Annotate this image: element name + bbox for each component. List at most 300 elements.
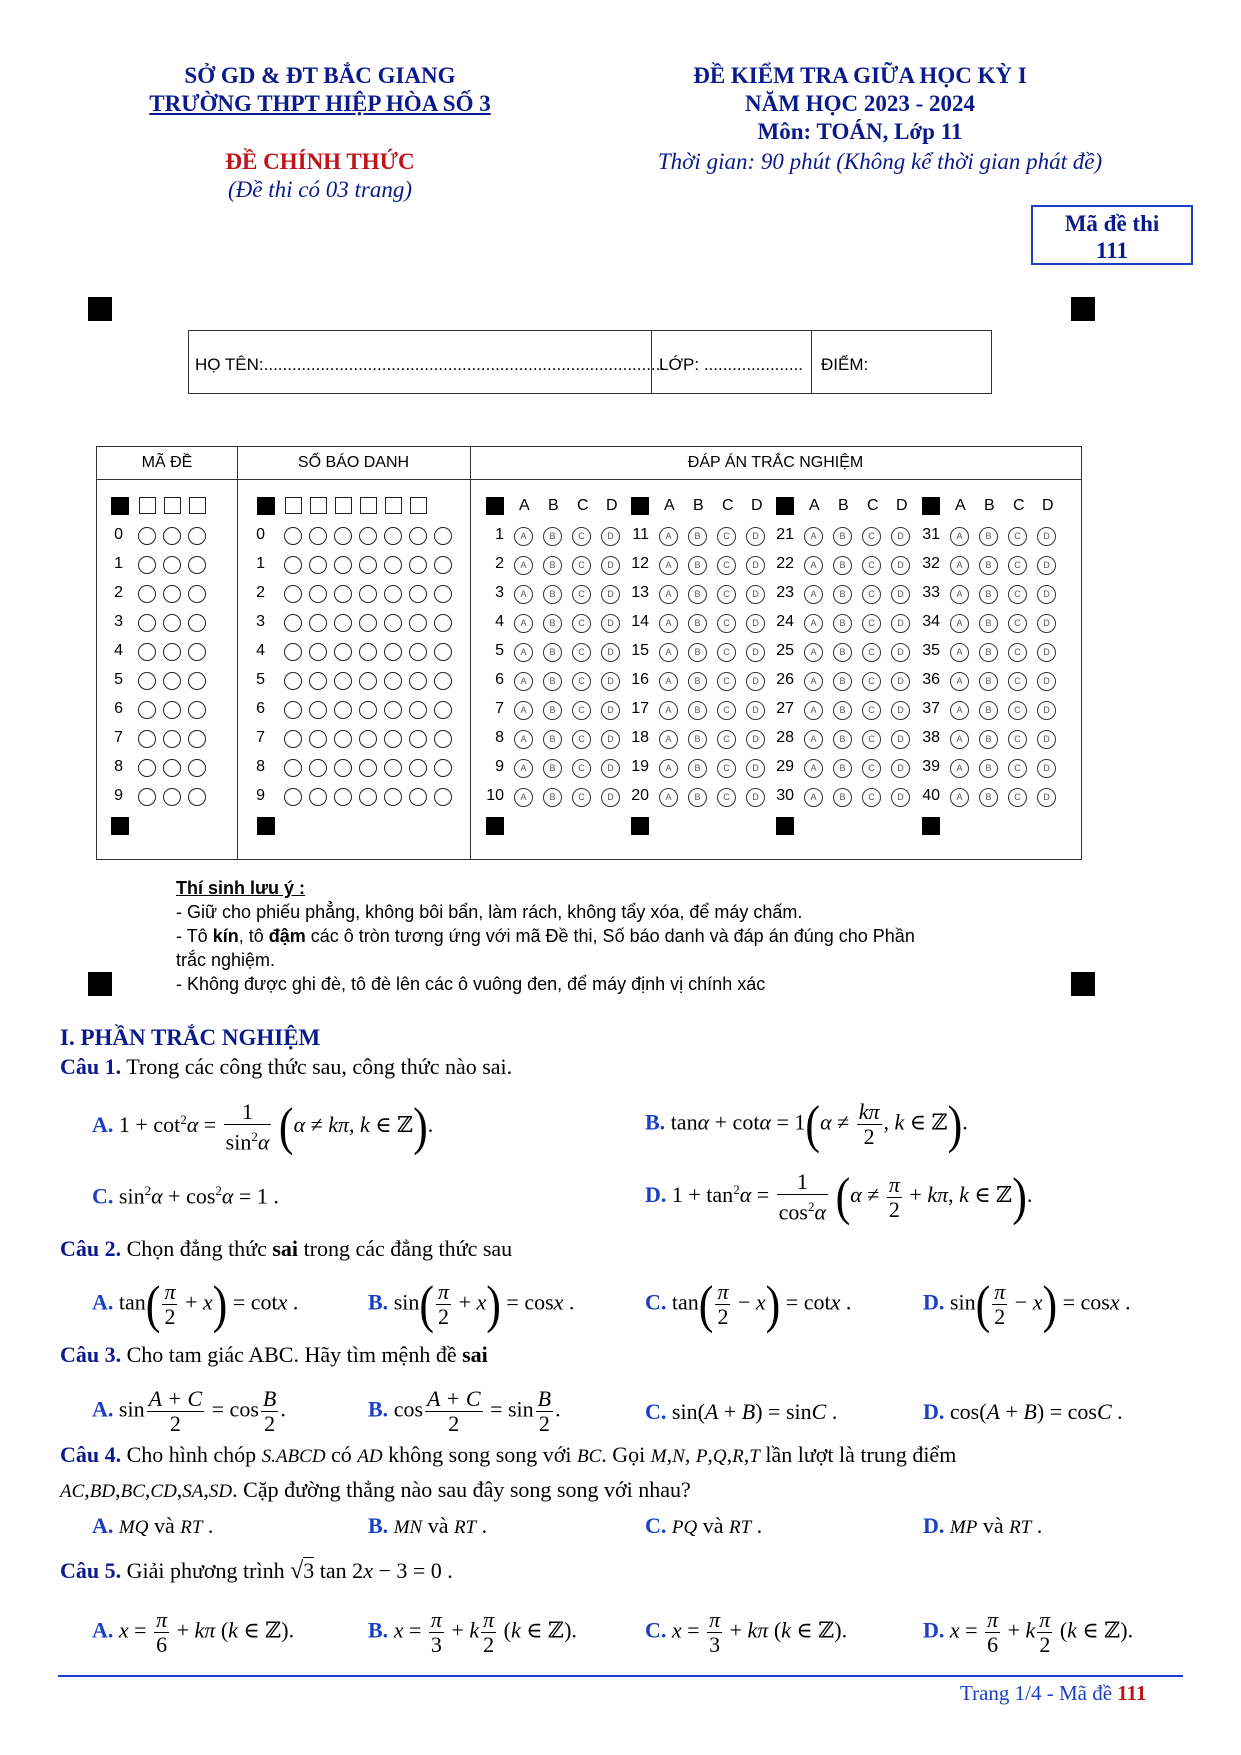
answer-bubble[interactable]: B (543, 527, 562, 546)
answer-letter-header: C (722, 497, 734, 514)
candidate-number-bubble[interactable] (434, 585, 452, 603)
candidate-number-bubble[interactable] (409, 643, 427, 661)
answer-bubble[interactable]: C (1008, 643, 1027, 662)
candidate-number-bubble[interactable] (284, 527, 302, 545)
answer-bubble[interactable]: B (979, 614, 998, 633)
answer-bubble[interactable]: B (979, 556, 998, 575)
answer-bubble[interactable]: A (804, 585, 823, 604)
answer-bubble[interactable]: A (804, 614, 823, 633)
answer-bubble[interactable]: C (572, 614, 591, 633)
answer-bubble[interactable]: C (717, 527, 736, 546)
answer-bubble[interactable]: A (804, 643, 823, 662)
candidate-number-write-box[interactable] (385, 497, 402, 514)
candidate-number-bubble[interactable] (309, 701, 327, 719)
answer-letter-header: A (664, 497, 675, 514)
answer-bubble[interactable]: D (601, 643, 620, 662)
candidate-number-bubble[interactable] (309, 614, 327, 632)
candidate-number-bubble[interactable] (384, 730, 402, 748)
answer-bubble[interactable]: B (543, 701, 562, 720)
answer-bubble[interactable]: D (891, 788, 910, 807)
code-bubble[interactable] (163, 585, 181, 603)
candidate-number-bubble[interactable] (409, 788, 427, 806)
question-4-cont: AC,BD,BC,CD,SA,SD. Cặp đường thẳng nào sau đây song song với nhau? (60, 1477, 691, 1502)
answer-bubble[interactable]: A (950, 643, 969, 662)
answer-bubble[interactable]: C (717, 730, 736, 749)
code-bubble[interactable] (188, 614, 206, 632)
candidate-number-bubble[interactable] (434, 643, 452, 661)
answer-bubble[interactable]: B (833, 614, 852, 633)
answer-bubble[interactable]: D (746, 527, 765, 546)
candidate-number-bubble[interactable] (334, 585, 352, 603)
code-bubble[interactable] (138, 527, 156, 545)
answer-bubble[interactable]: B (543, 788, 562, 807)
answer-bubble[interactable]: D (891, 527, 910, 546)
answer-bubble[interactable]: C (1008, 672, 1027, 691)
option-3a[interactable]: A. sin $\frac{A + C}{2}$ = cos $\frac{B}{2}$ . (92, 1386, 286, 1436)
answer-bubble[interactable]: A (804, 788, 823, 807)
answer-bubble[interactable]: B (543, 614, 562, 633)
answer-bubble[interactable]: A (659, 788, 678, 807)
candidate-number-bubble[interactable] (359, 701, 377, 719)
option-3c[interactable]: C. sin(A + B) = sinC . (645, 1399, 838, 1424)
code-bubble[interactable] (188, 556, 206, 574)
candidate-number-bubble[interactable] (359, 759, 377, 777)
candidate-number-bubble[interactable] (334, 701, 352, 719)
code-bubble[interactable] (138, 643, 156, 661)
answer-bubble[interactable]: A (950, 730, 969, 749)
code-bubble[interactable] (188, 788, 206, 806)
answer-bubble[interactable]: A (659, 730, 678, 749)
answer-bubble[interactable]: B (688, 701, 707, 720)
answer-bubble[interactable]: B (688, 585, 707, 604)
answer-bubble[interactable]: D (891, 701, 910, 720)
answer-bubble[interactable]: C (717, 556, 736, 575)
candidate-number-bubble[interactable] (434, 730, 452, 748)
answer-bubble[interactable]: B (833, 701, 852, 720)
code-bubble[interactable] (188, 701, 206, 719)
answer-bubble[interactable]: D (746, 585, 765, 604)
answer-bubble[interactable]: C (862, 788, 881, 807)
candidate-number-bubble[interactable] (384, 701, 402, 719)
answer-bubble[interactable]: D (1037, 788, 1056, 807)
answer-bubble[interactable]: A (659, 643, 678, 662)
candidate-number-bubble[interactable] (434, 614, 452, 632)
answer-bubble[interactable]: C (717, 701, 736, 720)
code-bubble[interactable] (163, 556, 181, 574)
answer-bubble[interactable]: A (514, 643, 533, 662)
answer-bubble[interactable]: C (717, 643, 736, 662)
answer-bubble[interactable]: D (891, 585, 910, 604)
answer-bubble[interactable]: A (659, 672, 678, 691)
answer-bubble[interactable]: B (979, 788, 998, 807)
answer-bubble[interactable]: D (1037, 614, 1056, 633)
code-bubble[interactable] (188, 672, 206, 690)
code-bubble[interactable] (138, 672, 156, 690)
answer-bubble[interactable]: B (833, 672, 852, 691)
option-4d[interactable]: D. MP và RT . (923, 1513, 1043, 1538)
answer-bubble[interactable]: B (979, 585, 998, 604)
candidate-number-bubble[interactable] (284, 614, 302, 632)
answer-bubble[interactable]: B (833, 556, 852, 575)
candidate-number-bubble[interactable] (434, 672, 452, 690)
candidate-number-bubble[interactable] (384, 527, 402, 545)
answer-bubble[interactable]: D (601, 759, 620, 778)
answer-bubble[interactable]: D (1037, 643, 1056, 662)
answer-bubble[interactable]: D (601, 527, 620, 546)
answer-bubble[interactable]: C (862, 759, 881, 778)
answer-bubble[interactable]: B (543, 759, 562, 778)
option-1a[interactable]: A. $1 + \cot^2\alpha$ = $\frac{1}{\sin^2\alpha}$ (α ≠ kπ, k ∈ ℤ). (92, 1097, 434, 1156)
answer-bubble[interactable]: C (1008, 585, 1027, 604)
answer-bubble[interactable]: B (543, 672, 562, 691)
code-bubble[interactable] (163, 788, 181, 806)
answer-bubble[interactable]: A (950, 672, 969, 691)
candidate-number-bubble[interactable] (334, 672, 352, 690)
answer-bubble[interactable]: B (979, 672, 998, 691)
option-3b[interactable]: B. cos $\frac{A + C}{2}$ = sin $\frac{B}{2}$ . (368, 1386, 561, 1436)
answer-bubble[interactable]: C (572, 643, 591, 662)
candidate-number-bubble[interactable] (284, 730, 302, 748)
candidate-number-bubble[interactable] (384, 759, 402, 777)
answer-bubble[interactable]: D (746, 614, 765, 633)
answer-bubble[interactable]: A (804, 759, 823, 778)
answer-bubble[interactable]: C (1008, 701, 1027, 720)
answer-bubble[interactable]: C (1008, 759, 1027, 778)
answer-bubble[interactable]: B (688, 672, 707, 691)
answer-bubble[interactable]: A (659, 614, 678, 633)
candidate-number-bubble[interactable] (359, 788, 377, 806)
code-bubble[interactable] (138, 556, 156, 574)
answer-bubble[interactable]: C (717, 788, 736, 807)
candidate-number-bubble[interactable] (309, 585, 327, 603)
answer-bubble[interactable]: C (717, 672, 736, 691)
candidate-number-bubble[interactable] (384, 788, 402, 806)
candidate-number-bubble[interactable] (309, 730, 327, 748)
answer-bubble[interactable]: D (1037, 527, 1056, 546)
answer-bubble[interactable]: A (804, 527, 823, 546)
answer-bubble[interactable]: B (688, 527, 707, 546)
answer-bubble[interactable]: C (862, 701, 881, 720)
candidate-number-bubble[interactable] (309, 556, 327, 574)
answer-bubble[interactable]: A (804, 556, 823, 575)
candidate-number-bubble[interactable] (409, 614, 427, 632)
code-bubble[interactable] (163, 672, 181, 690)
code-bubble[interactable] (188, 527, 206, 545)
candidate-number-bubble[interactable] (284, 701, 302, 719)
candidate-number-bubble[interactable] (409, 585, 427, 603)
code-bubble[interactable] (138, 759, 156, 777)
code-bubble[interactable] (188, 759, 206, 777)
code-bubble[interactable] (163, 643, 181, 661)
candidate-number-bubble[interactable] (434, 788, 452, 806)
answer-bubble[interactable]: C (572, 585, 591, 604)
candidate-number-bubble[interactable] (409, 672, 427, 690)
answer-bubble[interactable]: B (979, 759, 998, 778)
answer-bubble[interactable]: C (862, 672, 881, 691)
code-bubble[interactable] (138, 585, 156, 603)
candidate-number-bubble[interactable] (409, 701, 427, 719)
code-write-box[interactable] (189, 497, 206, 514)
option-3d[interactable]: D. cos(A + B) = cosC . (923, 1399, 1123, 1424)
code-bubble[interactable] (188, 643, 206, 661)
answer-bubble[interactable]: D (601, 614, 620, 633)
option-2a[interactable]: A. tan( $\frac{\pi}{2}$ + x) = cotx . (92, 1274, 299, 1334)
answer-bubble[interactable]: A (514, 788, 533, 807)
code-bubble[interactable] (138, 730, 156, 748)
code-bubble[interactable] (188, 730, 206, 748)
answer-bubble[interactable]: B (543, 643, 562, 662)
answer-bubble[interactable]: A (950, 614, 969, 633)
candidate-number-bubble[interactable] (409, 759, 427, 777)
code-bubble[interactable] (163, 527, 181, 545)
candidate-number-bubble[interactable] (309, 672, 327, 690)
candidate-number-write-box[interactable] (335, 497, 352, 514)
answer-bubble[interactable]: C (1008, 556, 1027, 575)
option-2b[interactable]: B. sin( $\frac{\pi}{2}$ + x) = cosx . (368, 1274, 575, 1334)
candidate-number-bubble[interactable] (334, 643, 352, 661)
candidate-number-bubble[interactable] (359, 527, 377, 545)
answer-bubble[interactable]: C (572, 788, 591, 807)
answer-bubble[interactable]: D (1037, 672, 1056, 691)
answer-bubble[interactable]: B (833, 788, 852, 807)
option-5a[interactable]: A. x = $\frac{\pi}{6}$ + kπ (k ∈ ℤ). (92, 1607, 295, 1657)
candidate-number-bubble[interactable] (359, 672, 377, 690)
candidate-number-bubble[interactable] (309, 788, 327, 806)
candidate-number-write-box[interactable] (410, 497, 427, 514)
code-bubble[interactable] (163, 701, 181, 719)
answer-bubble[interactable]: C (862, 527, 881, 546)
answer-bubble[interactable]: C (862, 643, 881, 662)
code-bubble[interactable] (138, 614, 156, 632)
answer-bubble[interactable]: D (1037, 585, 1056, 604)
option-5d[interactable]: D. x = $\frac{\pi}{6}$ + k $\frac{\pi}{2}$ (k ∈ ℤ). (923, 1607, 1134, 1657)
answer-bubble[interactable]: A (804, 701, 823, 720)
candidate-number-bubble[interactable] (284, 556, 302, 574)
answer-bubble[interactable]: A (950, 556, 969, 575)
candidate-number-bubble[interactable] (409, 556, 427, 574)
candidate-number-bubble[interactable] (434, 556, 452, 574)
option-2d[interactable]: D. sin( $\frac{\pi}{2}$ − x) = cosx . (923, 1274, 1131, 1334)
answer-bubble[interactable]: C (1008, 614, 1027, 633)
answer-bubble[interactable]: B (833, 527, 852, 546)
answer-bubble[interactable]: A (804, 672, 823, 691)
answer-bubble[interactable]: D (746, 643, 765, 662)
answer-bubble[interactable]: D (746, 730, 765, 749)
candidate-number-bubble[interactable] (359, 643, 377, 661)
answer-bubble[interactable]: B (833, 730, 852, 749)
candidate-number-bubble[interactable] (334, 788, 352, 806)
candidate-number-bubble[interactable] (334, 556, 352, 574)
answer-bubble[interactable]: D (1037, 701, 1056, 720)
option-4a[interactable]: A. MQ và RT . (92, 1513, 214, 1538)
answer-bubble[interactable]: D (601, 556, 620, 575)
answer-bubble[interactable]: A (804, 730, 823, 749)
answer-bubble[interactable]: A (950, 759, 969, 778)
answer-question-number: 13 (631, 584, 649, 601)
candidate-number-bubble[interactable] (384, 585, 402, 603)
candidate-number-bubble[interactable] (284, 788, 302, 806)
code-bubble[interactable] (138, 701, 156, 719)
candidate-number-bubble[interactable] (334, 759, 352, 777)
answer-bubble[interactable]: D (601, 730, 620, 749)
answer-bubble[interactable]: B (543, 556, 562, 575)
answer-bubble[interactable]: A (950, 585, 969, 604)
option-1d[interactable]: D. $1 + \tan^2\alpha$ = $\frac{1}{\cos^2\alpha}$ (α ≠ $\frac{\pi}{2}$ + kπ, k ∈ ℤ). (645, 1167, 1033, 1226)
name-field[interactable]: HỌ TÊN:..................................................................................... (195, 355, 666, 374)
answer-bubble[interactable]: C (862, 556, 881, 575)
answer-bubble[interactable]: C (572, 730, 591, 749)
code-write-box[interactable] (164, 497, 181, 514)
candidate-number-bubble[interactable] (409, 527, 427, 545)
answer-bubble[interactable]: D (746, 672, 765, 691)
candidate-number-write-box[interactable] (285, 497, 302, 514)
code-bubble[interactable] (163, 614, 181, 632)
code-bubble[interactable] (163, 730, 181, 748)
answer-bubble[interactable]: D (1037, 759, 1056, 778)
answer-bubble[interactable]: A (514, 730, 533, 749)
answer-bubble[interactable]: A (514, 759, 533, 778)
answer-bubble[interactable]: D (891, 730, 910, 749)
answer-bubble[interactable]: C (862, 730, 881, 749)
answer-bubble[interactable]: A (659, 759, 678, 778)
candidate-number-bubble[interactable] (309, 643, 327, 661)
answer-bubble[interactable]: A (514, 701, 533, 720)
answer-bubble[interactable]: B (979, 643, 998, 662)
answer-bubble[interactable]: A (950, 701, 969, 720)
answer-bubble[interactable]: D (601, 672, 620, 691)
candidate-number-bubble[interactable] (409, 730, 427, 748)
answer-bubble[interactable]: A (514, 614, 533, 633)
candidate-number-bubble[interactable] (434, 701, 452, 719)
code-bubble[interactable] (188, 585, 206, 603)
candidate-number-bubble[interactable] (284, 643, 302, 661)
option-5c[interactable]: C. x = $\frac{\pi}{3}$ + kπ (k ∈ ℤ). (645, 1607, 848, 1657)
candidate-number-bubble[interactable] (359, 730, 377, 748)
answer-bubble[interactable]: A (514, 672, 533, 691)
answer-bubble[interactable]: D (601, 788, 620, 807)
candidate-number-bubble[interactable] (334, 614, 352, 632)
answer-bubble[interactable]: B (833, 643, 852, 662)
answer-bubble[interactable]: B (688, 643, 707, 662)
candidate-number-bubble[interactable] (434, 527, 452, 545)
answer-bubble[interactable]: D (891, 759, 910, 778)
class-field[interactable]: LỚP: ..................... (659, 355, 804, 374)
code-write-box[interactable] (139, 497, 156, 514)
answer-bubble[interactable]: C (1008, 788, 1027, 807)
answer-bubble[interactable]: B (979, 730, 998, 749)
candidate-number-bubble[interactable] (309, 759, 327, 777)
answer-bubble[interactable]: B (688, 556, 707, 575)
answer-bubble[interactable]: A (659, 556, 678, 575)
answer-bubble[interactable]: C (1008, 527, 1027, 546)
candidate-number-bubble[interactable] (284, 672, 302, 690)
answer-bubble[interactable]: B (543, 585, 562, 604)
answer-bubble[interactable]: D (891, 614, 910, 633)
answer-bubble[interactable]: C (862, 614, 881, 633)
answer-bubble[interactable]: D (891, 556, 910, 575)
candidate-number-write-box[interactable] (360, 497, 377, 514)
answer-bubble[interactable]: B (979, 527, 998, 546)
candidate-number-bubble[interactable] (434, 759, 452, 777)
answer-bubble[interactable]: C (1008, 730, 1027, 749)
answer-bubble[interactable]: C (572, 701, 591, 720)
answer-bubble[interactable]: C (862, 585, 881, 604)
candidate-number-bubble[interactable] (334, 527, 352, 545)
answer-bubble[interactable]: C (572, 527, 591, 546)
option-1c[interactable]: C. $\sin^2\alpha + \cos^2\alpha = 1$ . (92, 1183, 279, 1209)
candidate-number-bubble[interactable] (359, 614, 377, 632)
answer-bubble[interactable]: A (514, 527, 533, 546)
answer-bubble[interactable]: A (514, 556, 533, 575)
code-bubble[interactable] (163, 759, 181, 777)
answer-bubble[interactable]: A (514, 585, 533, 604)
answer-bubble[interactable]: C (572, 672, 591, 691)
candidate-number-bubble[interactable] (384, 672, 402, 690)
answer-bubble[interactable]: A (659, 527, 678, 546)
answer-bubble[interactable]: A (659, 585, 678, 604)
answer-bubble[interactable]: B (833, 759, 852, 778)
answer-bubble[interactable]: B (979, 701, 998, 720)
candidate-number-write-box[interactable] (310, 497, 327, 514)
candidate-number-bubble[interactable] (284, 759, 302, 777)
candidate-number-bubble[interactable] (359, 556, 377, 574)
option-5b[interactable]: B. x = $\frac{\pi}{3}$ + k $\frac{\pi}{2}$ (k ∈ ℤ). (368, 1607, 577, 1657)
answer-bubble[interactable]: C (717, 614, 736, 633)
option-4c[interactable]: C. PQ và RT . (645, 1513, 763, 1538)
answer-bubble[interactable]: D (746, 788, 765, 807)
answer-bubble[interactable]: C (717, 759, 736, 778)
answer-bubble[interactable]: D (746, 556, 765, 575)
answer-bubble[interactable]: B (688, 788, 707, 807)
answer-bubble[interactable]: C (572, 759, 591, 778)
answer-bubble[interactable]: B (688, 614, 707, 633)
answer-bubble[interactable]: A (950, 788, 969, 807)
answer-bubble[interactable]: B (688, 759, 707, 778)
answer-question-number: 39 (922, 758, 940, 775)
option-1b[interactable]: B. tanα + cotα = 1(α ≠ $\frac{k\pi}{2}$ , k ∈ ℤ). (645, 1094, 968, 1154)
answer-bubble[interactable]: D (746, 759, 765, 778)
code-bubble[interactable] (138, 788, 156, 806)
answer-bubble[interactable]: D (1037, 730, 1056, 749)
answer-bubble[interactable]: D (601, 585, 620, 604)
answer-question-number: 27 (776, 700, 794, 717)
candidate-number-bubble[interactable] (334, 730, 352, 748)
candidate-number-bubble[interactable] (309, 527, 327, 545)
candidate-number-bubble[interactable] (359, 585, 377, 603)
answer-bubble[interactable]: D (891, 672, 910, 691)
answer-bubble[interactable]: C (717, 585, 736, 604)
answer-bubble[interactable]: B (688, 730, 707, 749)
candidate-number-bubble[interactable] (384, 556, 402, 574)
answer-bubble[interactable]: A (659, 701, 678, 720)
answer-bubble[interactable]: D (746, 701, 765, 720)
note-line: - Tô kín, tô đậm các ô tròn tương ứng với mã Đề thi, Số báo danh và đáp án đúng cho Phần (176, 926, 915, 946)
answer-bubble[interactable]: A (950, 527, 969, 546)
option-4b[interactable]: B. MN và RT . (368, 1513, 488, 1538)
answer-bubble[interactable]: D (601, 701, 620, 720)
answer-bubble[interactable]: B (833, 585, 852, 604)
answer-bubble[interactable]: D (891, 643, 910, 662)
candidate-number-bubble[interactable] (384, 643, 402, 661)
candidate-number-bubble[interactable] (284, 585, 302, 603)
answer-bubble[interactable]: D (1037, 556, 1056, 575)
answer-question-number: 9 (495, 758, 504, 775)
answer-bubble[interactable]: B (543, 730, 562, 749)
candidate-number-bubble[interactable] (384, 614, 402, 632)
answer-bubble[interactable]: C (572, 556, 591, 575)
answer-question-number: 2 (495, 555, 504, 572)
option-2c[interactable]: C. tan( $\frac{\pi}{2}$ − x) = cotx . (645, 1274, 852, 1334)
